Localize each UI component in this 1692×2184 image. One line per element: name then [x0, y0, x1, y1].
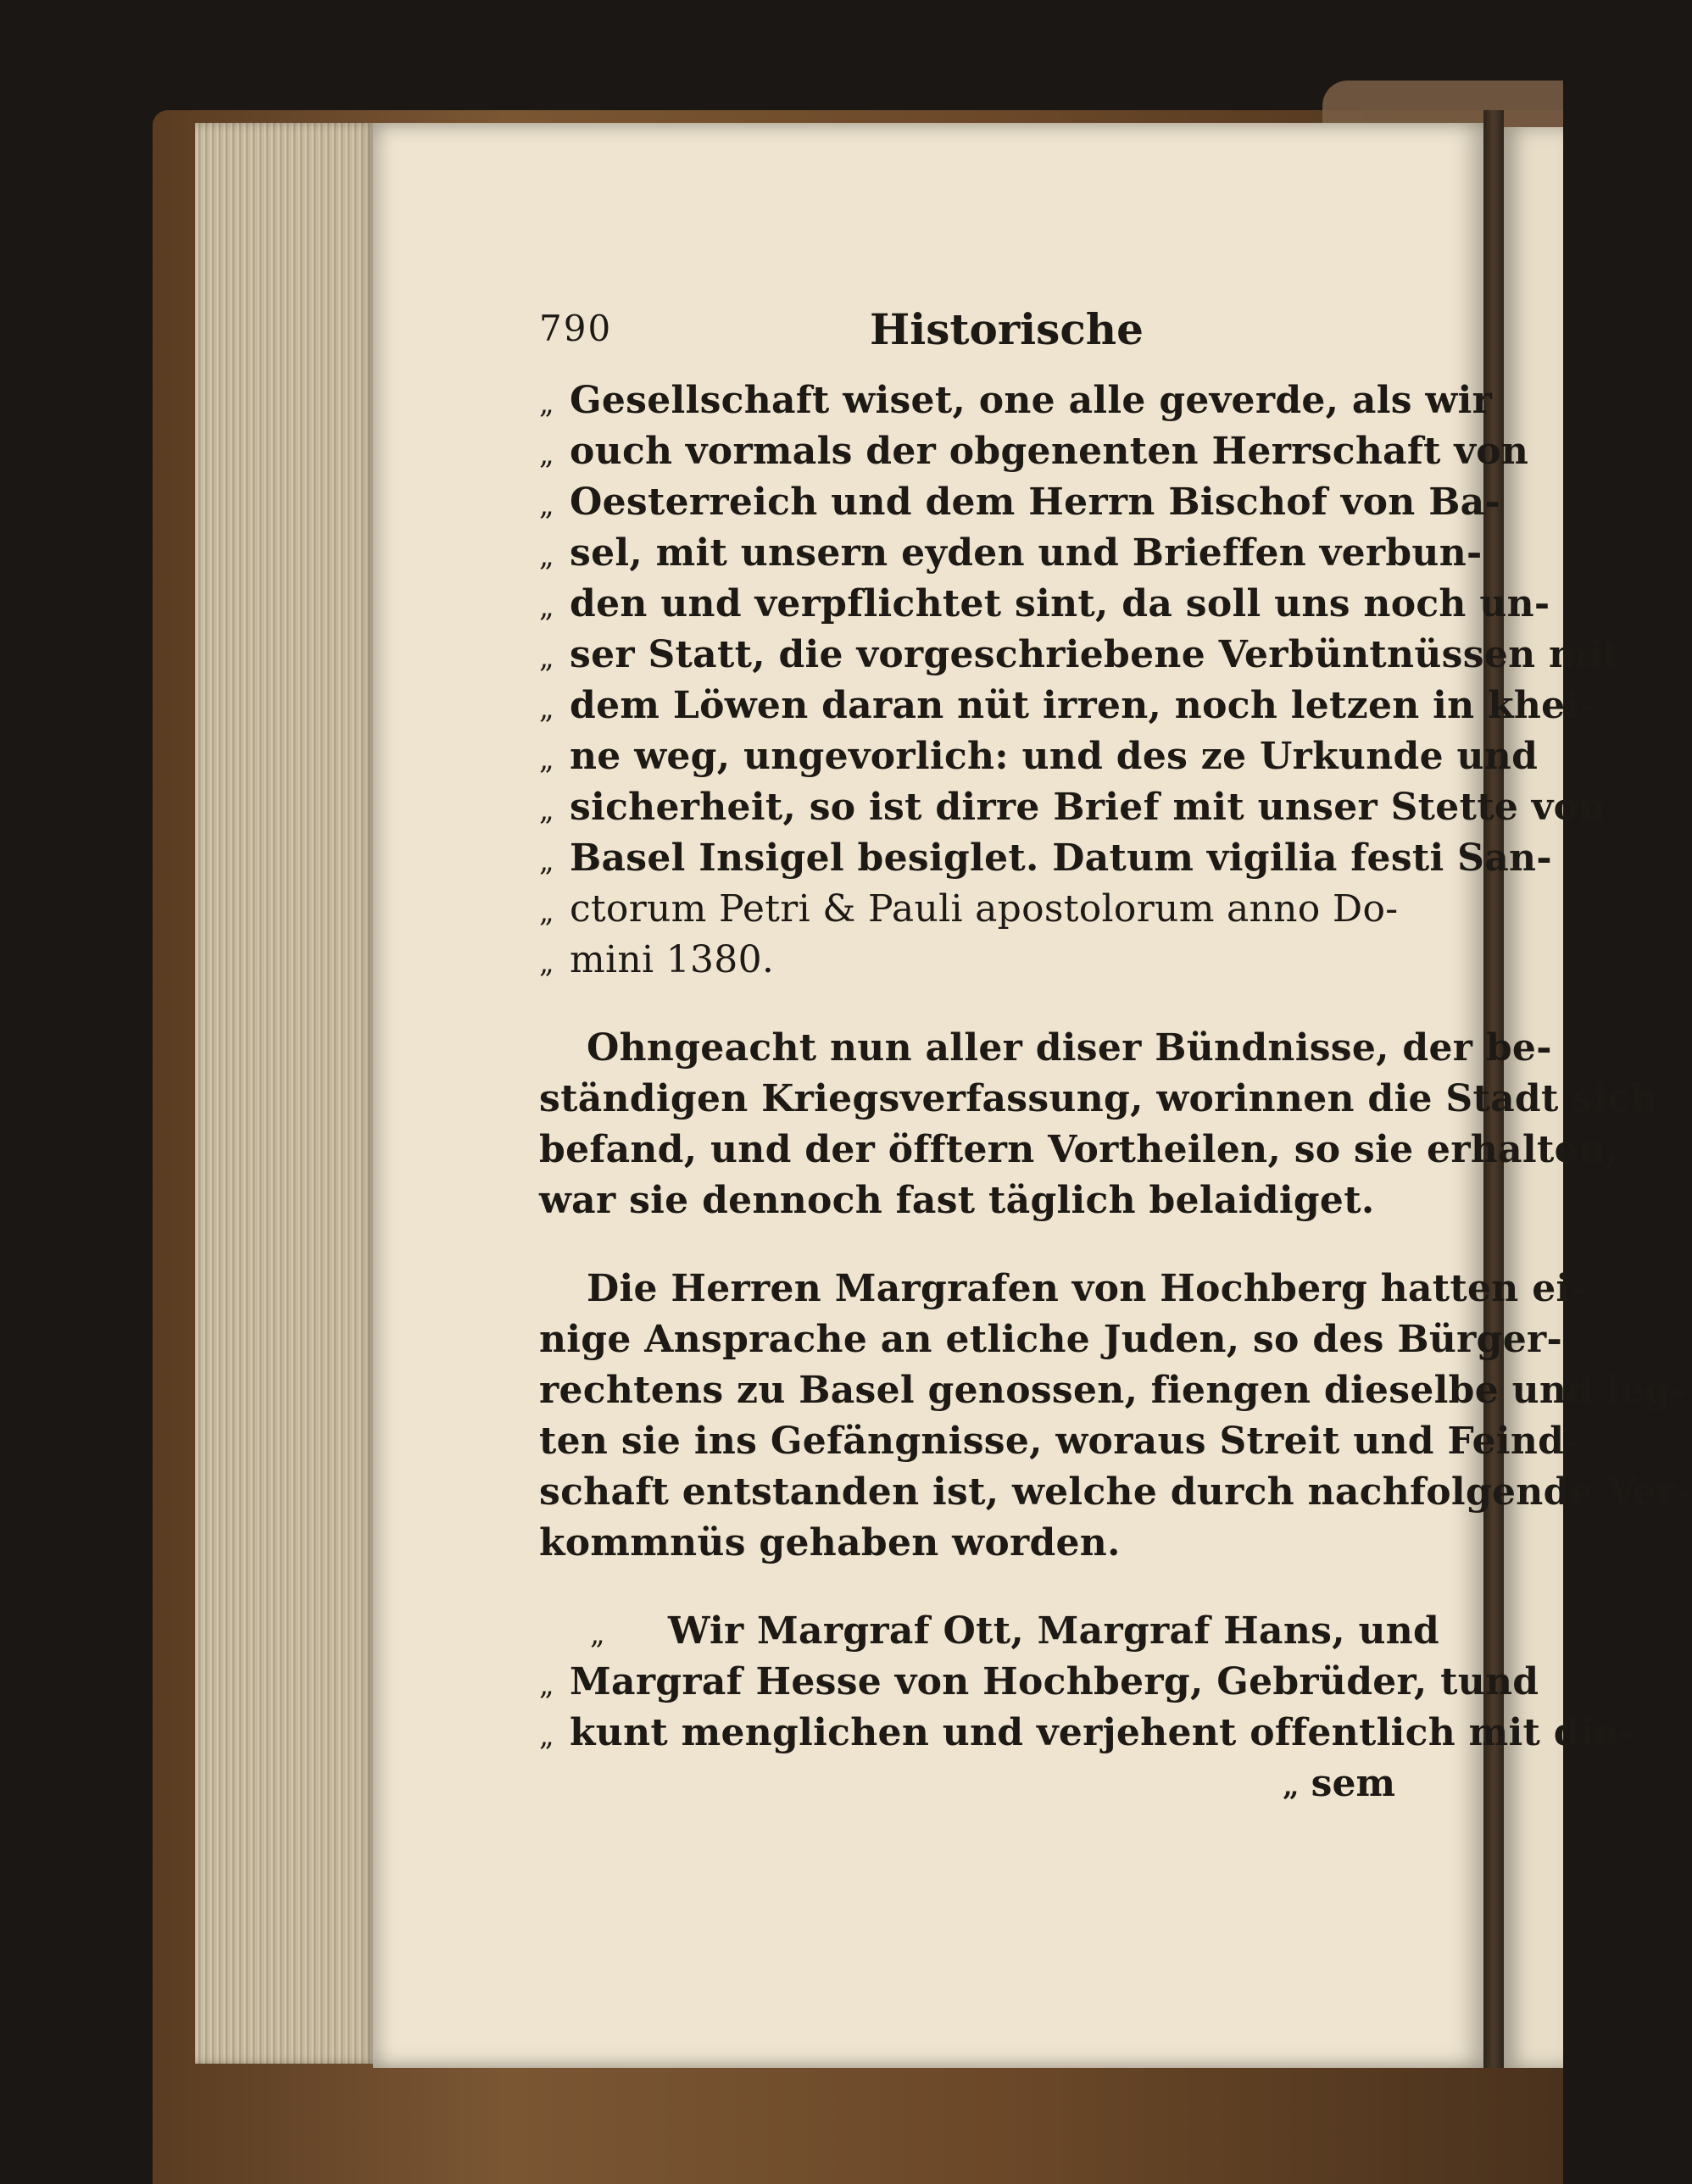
text-line: „ mini 1380. [539, 938, 775, 981]
text-line: schaft entstanden ist, welche durch nachfolgende Ver- [539, 1470, 1692, 1514]
quoted-charter-block [539, 1606, 1634, 1759]
text-line: „ sel, mit unsern eyden und Brieffen verbun- [539, 531, 1483, 575]
text-line: nige Ansprache an etliche Juden, so des Bürger- [539, 1318, 1563, 1361]
text-line: rechtens zu Basel genossen, fiengen dieselbe und leg- [539, 1369, 1687, 1412]
text-line: „ kunt menglichen und verjehent offentlich mit die- [539, 1711, 1634, 1754]
running-head: Historische [870, 304, 1144, 354]
text-line: Die Herren Margrafen von Hochberg hatten ei- [587, 1267, 1587, 1310]
text-line: „ ne weg, ungevorlich: und des ze Urkunde und [539, 735, 1539, 778]
page-header [539, 301, 1395, 369]
catchword: „ sem [1283, 1762, 1395, 1805]
text-line: „ Wir Margraf Ott, Margraf Hans, und [590, 1609, 1440, 1653]
text-line: ten sie ins Gefängnisse, woraus Streit und Feind- [539, 1420, 1580, 1463]
text-line: „ ctorum Petri & Pauli apostolorum anno Do- [539, 887, 1399, 931]
quoted-charter-block [539, 375, 1621, 986]
text-line: „ den und verpflichtet sint, da soll uns noch un- [539, 582, 1550, 625]
text-line: „ ser Statt, die vorgeschriebene Verbüntnüssen mit [539, 633, 1621, 676]
text-line: „ Margraf Hesse von Hochberg, Gebrüder, tund [539, 1660, 1539, 1703]
text-line: „ Oesterreich und dem Herrn Bischof von Ba- [539, 481, 1501, 524]
page-stack-edges [195, 123, 377, 2064]
page-text [539, 301, 1692, 1809]
text-line: war sie dennoch fast täglich belaidiget. [539, 1179, 1375, 1222]
text-line: kommnüs gehaben worden. [539, 1521, 1121, 1564]
paragraph [539, 1264, 1692, 1569]
text-line: „ sicherheit, so ist dirre Brief mit unser Stette von [539, 786, 1606, 829]
paragraph [539, 1023, 1658, 1226]
text-line: „ ouch vormals der obgenenten Herrschaft von [539, 430, 1529, 473]
text-line: ständigen Kriegsverfassung, worinnen die Stadt sich [539, 1077, 1658, 1120]
text-line: „ Gesellschaft wiset, one alle geverde, als wir [539, 379, 1493, 422]
text-line: Ohngeacht nun aller diser Bündnisse, der be- [587, 1026, 1552, 1070]
text-line: „ Basel Insigel besiglet. Datum vigilia festi San- [539, 836, 1552, 880]
text-line: befand, und der öfftern Vortheilen, so sie erhalten, [539, 1128, 1619, 1171]
text-line: „ dem Löwen daran nüt irren, noch letzen in khei- [539, 684, 1596, 727]
page-number: 790 [539, 308, 613, 349]
